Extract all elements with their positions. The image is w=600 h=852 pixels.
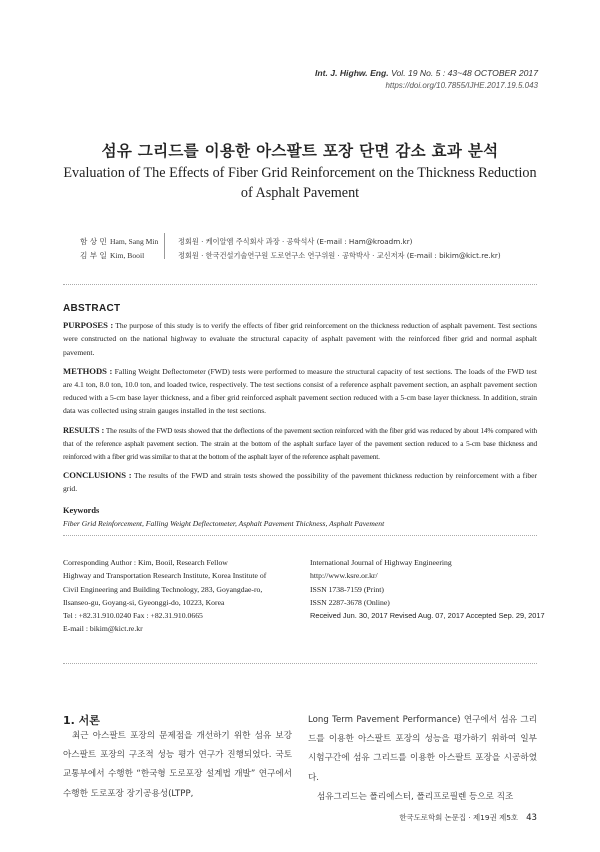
body-text-right <box>308 711 537 807</box>
corresponding-author <box>63 556 295 636</box>
issn-print: ISSN 1738-7159 (Print) <box>310 584 384 594</box>
journal-name: International Journal of Highway Engineering <box>310 558 452 567</box>
divider <box>63 663 537 664</box>
abstract-purposes <box>63 319 537 359</box>
author-affiliation: 정회원 · 케이알엠 주식회사 과장 · 공학석사 (E-mail : Ham@kroadm.kr) <box>178 237 413 246</box>
corr-line: Corresponding Author : Kim, Booil, Research Fellow <box>63 558 228 567</box>
korean-title: 섬유 그리드를 이용한 아스팔트 포장 단면 감소 효과 분석 <box>101 142 499 160</box>
abstract-heading: ABSTRACT <box>63 303 121 314</box>
journal-info <box>310 556 550 622</box>
author-name-ko: 김 부 일 <box>80 251 107 260</box>
volume-issue: Vol. 19 No. 5 : 43~48 OCTOBER 2017 <box>391 68 538 78</box>
author-affiliation: 정회원 · 한국건설기술연구원 도로연구소 연구위원 · 공학박사 · 교신저자 (E-mail : bikim@kict.re.kr) <box>178 251 501 260</box>
author-list <box>80 235 501 263</box>
author-row <box>80 235 501 249</box>
submission-dates: Received Jun. 30, 2017 Revised Aug. 07, 2017 Accepted Sep. 29, 2017 <box>310 611 545 621</box>
purposes-text: The purpose of this study is to verify the effects of fiber grid reinforcement on the thickness reduction of asphalt pavement. Test sections were constructed on the national highway to evaluate the structural capacity of asphalt pavement with the reinforced fiber grid and normal asphalt pavement. <box>63 321 537 357</box>
abstract-methods <box>63 365 537 418</box>
corr-line: Civil Engineering and Building Technology, 283, Goyangdae-ro, <box>63 584 263 594</box>
conclusions-label: CONCLUSIONS : <box>63 470 132 481</box>
page-number: 43 <box>526 813 537 823</box>
author-row <box>80 249 501 263</box>
corr-email: E-mail : bikim@kict.re.kr <box>63 624 143 634</box>
keywords-heading: Keywords <box>63 505 100 515</box>
body-text-left: 최근 아스팔트 포장의 문제점을 개선하기 위한 섬유 보강 아스팔트 포장의 구조적 성능 평가 연구가 진행되었다. 국토교통부에서 수행한 “한국형 도로포장 설계법 개발” 연구에서 수행한 도로포장 장기공용성(LTPP, <box>63 731 292 799</box>
results-text: The results of the FWD tests showed that the deflections of the pavement section reinforced with the fiber grid was reduced by about 14% compared with that of the reference asphalt pavement section. The strain at the bottom of the asphalt surface layer of the pavement section reduced to a 5-cm base thickness and reinforced with a fiber grid was similar to that at the bottom of the asphalt layer of the reference asphalt pavement. <box>63 425 538 462</box>
english-title: Evaluation of The Effects of Fiber Grid Reinforcement on the Thickness Reduction of Asphalt Pavement <box>63 165 537 201</box>
author-name-ko: 함 상 민 <box>80 237 107 246</box>
journal-url[interactable]: http://www.ksre.or.kr/ <box>310 571 378 581</box>
abstract-results <box>63 424 537 464</box>
purposes-label: PURPOSES : <box>63 320 114 331</box>
corr-line: Tel : +82.31.910.0240 Fax : +82.31.910.0665 <box>63 611 203 621</box>
issn-online: ISSN 2287-3678 (Online) <box>310 597 390 607</box>
keywords-list: Fiber Grid Reinforcement, Falling Weight Deflectometer, Asphalt Pavement Thickness, Asphalt Pavement <box>63 518 385 528</box>
doi-link[interactable]: https://doi.org/10.7855/IJHE.2017.19.5.043 <box>385 81 538 90</box>
results-label: RESULTS : <box>63 425 105 435</box>
corr-line: Ilsanseo-gu, Goyang-si, Gyeonggi-do, 10223, Korea <box>63 597 225 607</box>
body-paragraph: 섬유그리드는 폴리에스터, 폴리프로필렌 등으로 직조 <box>317 791 514 802</box>
abstract-section <box>63 302 537 530</box>
methods-label: METHODS : <box>63 365 113 376</box>
methods-text: Falling Weight Deflectometer (FWD) tests were performed to measure the structural capacity of test sections. The loads of the FWD test are 4.1 ton, 8.0 ton, 10.0 ton, and loaded twice, respectively. The test sections consist of a reference asphalt pavement section, an asphalt pavement section reduced with a 5-cm base layer thickness, and a fiber grid reinforced asphalt pavement section reduced with a 5-cm base layer thickness. In addition, strain data was collected using strain gauges installed in the test sections. <box>63 366 537 416</box>
author-name-en: Kim, Booil <box>110 251 145 260</box>
footer-journal: 한국도로학회 논문집 · 제19권 제5호 <box>399 813 519 822</box>
page-footer <box>399 812 537 823</box>
body-paragraph: Long Term Pavement Performance) 연구에서 섬유 그리드를 이용한 아스팔트 포장의 성능을 평가하기 위하여 일부 시험구간에 섬유 그리드를 이용한 아스팔트 포장을 시공하였다. <box>308 715 537 783</box>
divider <box>63 535 537 536</box>
section-heading: 1. 서론 <box>63 714 100 727</box>
journal-abbrev: Int. J. Highw. Eng. <box>315 68 389 78</box>
conclusions-text: The results of the FWD and strain tests showed the possibility of the pavement thickness reduction by reinforcement with a fiber grid. <box>63 471 538 494</box>
journal-citation <box>315 68 538 78</box>
corr-line: Highway and Transportation Research Institute, Korea Institute of <box>63 571 267 581</box>
abstract-conclusions <box>63 469 537 495</box>
divider <box>63 284 537 285</box>
author-name-en: Ham, Sang Min <box>110 237 159 246</box>
